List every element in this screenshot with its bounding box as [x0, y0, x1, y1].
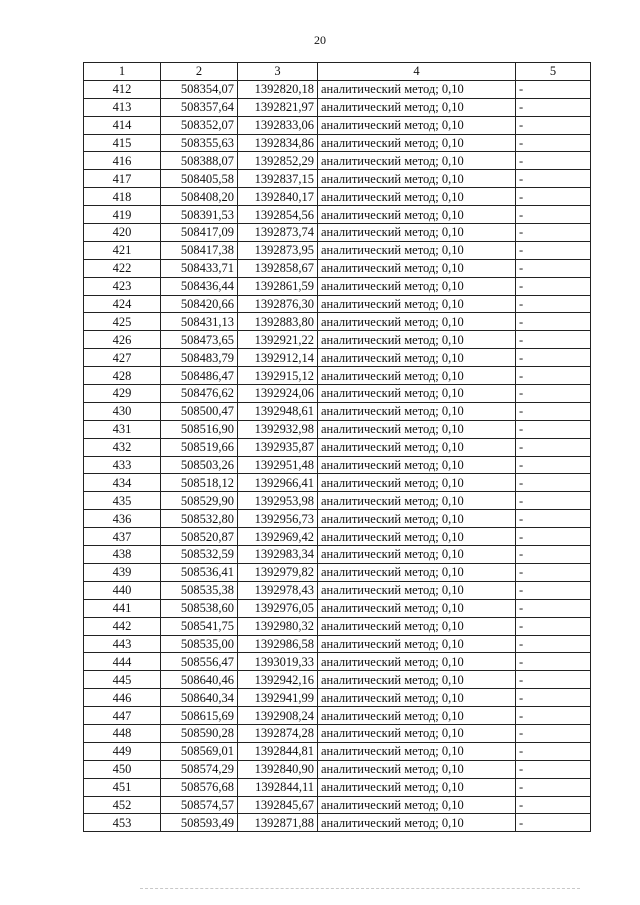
y-coordinate-cell: 1392874,28 [238, 724, 318, 742]
y-coordinate-cell: 1392844,81 [238, 742, 318, 760]
point-number-cell: 431 [84, 420, 161, 438]
column-header-1: 1 [84, 63, 161, 81]
y-coordinate-cell: 1392871,88 [238, 814, 318, 832]
point-number-cell: 423 [84, 277, 161, 295]
y-coordinate-cell: 1392844,11 [238, 778, 318, 796]
note-cell: - [516, 241, 591, 259]
note-cell: - [516, 510, 591, 528]
note-cell: - [516, 206, 591, 224]
method-cell: аналитический метод; 0,10 [318, 689, 516, 707]
y-coordinate-cell: 1392912,14 [238, 349, 318, 367]
x-coordinate-cell: 508574,57 [161, 796, 238, 814]
x-coordinate-cell: 508535,00 [161, 635, 238, 653]
y-coordinate-cell: 1392935,87 [238, 438, 318, 456]
point-number-cell: 433 [84, 456, 161, 474]
method-cell: аналитический метод; 0,10 [318, 796, 516, 814]
y-coordinate-cell: 1392941,99 [238, 689, 318, 707]
method-cell: аналитический метод; 0,10 [318, 152, 516, 170]
x-coordinate-cell: 508516,90 [161, 420, 238, 438]
note-cell: - [516, 456, 591, 474]
note-cell: - [516, 98, 591, 116]
x-coordinate-cell: 508355,63 [161, 134, 238, 152]
x-coordinate-cell: 508431,13 [161, 313, 238, 331]
table-header-row [84, 63, 591, 81]
x-coordinate-cell: 508405,58 [161, 170, 238, 188]
note-cell: - [516, 349, 591, 367]
table-row [84, 295, 591, 313]
x-coordinate-cell: 508520,87 [161, 528, 238, 546]
x-coordinate-cell: 508519,66 [161, 438, 238, 456]
point-number-cell: 414 [84, 116, 161, 134]
note-cell: - [516, 80, 591, 98]
point-number-cell: 453 [84, 814, 161, 832]
method-cell: аналитический метод; 0,10 [318, 224, 516, 242]
note-cell: - [516, 402, 591, 420]
note-cell: - [516, 277, 591, 295]
table-row [84, 635, 591, 653]
table-row [84, 241, 591, 259]
point-number-cell: 443 [84, 635, 161, 653]
table-row [84, 206, 591, 224]
method-cell: аналитический метод; 0,10 [318, 635, 516, 653]
x-coordinate-cell: 508541,75 [161, 617, 238, 635]
method-cell: аналитический метод; 0,10 [318, 599, 516, 617]
note-cell: - [516, 778, 591, 796]
y-coordinate-cell: 1392980,32 [238, 617, 318, 635]
y-coordinate-cell: 1392942,16 [238, 671, 318, 689]
note-cell: - [516, 707, 591, 725]
note-cell: - [516, 492, 591, 510]
method-cell: аналитический метод; 0,10 [318, 277, 516, 295]
y-coordinate-cell: 1392932,98 [238, 420, 318, 438]
table-row [84, 277, 591, 295]
note-cell: - [516, 796, 591, 814]
y-coordinate-cell: 1392921,22 [238, 331, 318, 349]
method-cell: аналитический метод; 0,10 [318, 707, 516, 725]
table-row [84, 331, 591, 349]
column-header-2: 2 [161, 63, 238, 81]
method-cell: аналитический метод; 0,10 [318, 206, 516, 224]
point-number-cell: 441 [84, 599, 161, 617]
table-row [84, 349, 591, 367]
x-coordinate-cell: 508569,01 [161, 742, 238, 760]
table-row [84, 80, 591, 98]
x-coordinate-cell: 508532,59 [161, 546, 238, 564]
coordinates-table [83, 62, 591, 832]
y-coordinate-cell: 1392833,06 [238, 116, 318, 134]
x-coordinate-cell: 508529,90 [161, 492, 238, 510]
table-row [84, 420, 591, 438]
point-number-cell: 424 [84, 295, 161, 313]
table-row [84, 528, 591, 546]
scan-artifact-line [140, 888, 580, 892]
table-row [84, 170, 591, 188]
point-number-cell: 446 [84, 689, 161, 707]
table-row [84, 98, 591, 116]
point-number-cell: 440 [84, 581, 161, 599]
method-cell: аналитический метод; 0,10 [318, 778, 516, 796]
table-row [84, 814, 591, 832]
point-number-cell: 421 [84, 241, 161, 259]
x-coordinate-cell: 508590,28 [161, 724, 238, 742]
y-coordinate-cell: 1392821,97 [238, 98, 318, 116]
y-coordinate-cell: 1392966,41 [238, 474, 318, 492]
y-coordinate-cell: 1392858,67 [238, 259, 318, 277]
table-row [84, 599, 591, 617]
x-coordinate-cell: 508535,38 [161, 581, 238, 599]
point-number-cell: 451 [84, 778, 161, 796]
note-cell: - [516, 760, 591, 778]
table-row [84, 724, 591, 742]
x-coordinate-cell: 508574,29 [161, 760, 238, 778]
method-cell: аналитический метод; 0,10 [318, 116, 516, 134]
table-row [84, 402, 591, 420]
note-cell: - [516, 635, 591, 653]
point-number-cell: 415 [84, 134, 161, 152]
method-cell: аналитический метод; 0,10 [318, 402, 516, 420]
column-header-3: 3 [238, 63, 318, 81]
table-row [84, 492, 591, 510]
method-cell: аналитический метод; 0,10 [318, 456, 516, 474]
point-number-cell: 452 [84, 796, 161, 814]
x-coordinate-cell: 508417,09 [161, 224, 238, 242]
method-cell: аналитический метод; 0,10 [318, 617, 516, 635]
note-cell: - [516, 367, 591, 385]
x-coordinate-cell: 508436,44 [161, 277, 238, 295]
method-cell: аналитический метод; 0,10 [318, 492, 516, 510]
x-coordinate-cell: 508476,62 [161, 385, 238, 403]
table-row [84, 116, 591, 134]
method-cell: аналитический метод; 0,10 [318, 98, 516, 116]
y-coordinate-cell: 1392924,06 [238, 385, 318, 403]
y-coordinate-cell: 1392978,43 [238, 581, 318, 599]
y-coordinate-cell: 1392953,98 [238, 492, 318, 510]
note-cell: - [516, 689, 591, 707]
y-coordinate-cell: 1392979,82 [238, 563, 318, 581]
y-coordinate-cell: 1392845,67 [238, 796, 318, 814]
point-number-cell: 413 [84, 98, 161, 116]
method-cell: аналитический метод; 0,10 [318, 510, 516, 528]
method-cell: аналитический метод; 0,10 [318, 134, 516, 152]
method-cell: аналитический метод; 0,10 [318, 724, 516, 742]
x-coordinate-cell: 508354,07 [161, 80, 238, 98]
page-number: 20 [314, 33, 326, 47]
table-row [84, 510, 591, 528]
x-coordinate-cell: 508536,41 [161, 563, 238, 581]
point-number-cell: 412 [84, 80, 161, 98]
x-coordinate-cell: 508538,60 [161, 599, 238, 617]
point-number-cell: 430 [84, 402, 161, 420]
y-coordinate-cell: 1392873,95 [238, 241, 318, 259]
note-cell: - [516, 724, 591, 742]
note-cell: - [516, 814, 591, 832]
point-number-cell: 442 [84, 617, 161, 635]
method-cell: аналитический метод; 0,10 [318, 170, 516, 188]
point-number-cell: 434 [84, 474, 161, 492]
note-cell: - [516, 259, 591, 277]
note-cell: - [516, 420, 591, 438]
x-coordinate-cell: 508483,79 [161, 349, 238, 367]
y-coordinate-cell: 1392969,42 [238, 528, 318, 546]
x-coordinate-cell: 508433,71 [161, 259, 238, 277]
table-body [84, 80, 591, 831]
column-header-5: 5 [516, 63, 591, 81]
method-cell: аналитический метод; 0,10 [318, 742, 516, 760]
method-cell: аналитический метод; 0,10 [318, 331, 516, 349]
y-coordinate-cell: 1392908,24 [238, 707, 318, 725]
y-coordinate-cell: 1392852,29 [238, 152, 318, 170]
table-row [84, 742, 591, 760]
point-number-cell: 449 [84, 742, 161, 760]
x-coordinate-cell: 508388,07 [161, 152, 238, 170]
point-number-cell: 419 [84, 206, 161, 224]
x-coordinate-cell: 508408,20 [161, 188, 238, 206]
table-row [84, 456, 591, 474]
y-coordinate-cell: 1392976,05 [238, 599, 318, 617]
x-coordinate-cell: 508593,49 [161, 814, 238, 832]
note-cell: - [516, 671, 591, 689]
y-coordinate-cell: 1392873,74 [238, 224, 318, 242]
point-number-cell: 429 [84, 385, 161, 403]
point-number-cell: 420 [84, 224, 161, 242]
table-row [84, 671, 591, 689]
note-cell: - [516, 563, 591, 581]
y-coordinate-cell: 1392854,56 [238, 206, 318, 224]
method-cell: аналитический метод; 0,10 [318, 385, 516, 403]
x-coordinate-cell: 508556,47 [161, 653, 238, 671]
x-coordinate-cell: 508615,69 [161, 707, 238, 725]
point-number-cell: 432 [84, 438, 161, 456]
table-row [84, 224, 591, 242]
y-coordinate-cell: 1393019,33 [238, 653, 318, 671]
point-number-cell: 417 [84, 170, 161, 188]
x-coordinate-cell: 508417,38 [161, 241, 238, 259]
method-cell: аналитический метод; 0,10 [318, 420, 516, 438]
point-number-cell: 427 [84, 349, 161, 367]
point-number-cell: 447 [84, 707, 161, 725]
table-row [84, 367, 591, 385]
method-cell: аналитический метод; 0,10 [318, 563, 516, 581]
note-cell: - [516, 116, 591, 134]
method-cell: аналитический метод; 0,10 [318, 528, 516, 546]
table-row [84, 617, 591, 635]
y-coordinate-cell: 1392951,48 [238, 456, 318, 474]
x-coordinate-cell: 508640,34 [161, 689, 238, 707]
table-row [84, 707, 591, 725]
x-coordinate-cell: 508500,47 [161, 402, 238, 420]
table-row [84, 152, 591, 170]
table-row [84, 778, 591, 796]
table-row [84, 546, 591, 564]
y-coordinate-cell: 1392983,34 [238, 546, 318, 564]
x-coordinate-cell: 508503,26 [161, 456, 238, 474]
method-cell: аналитический метод; 0,10 [318, 546, 516, 564]
table-row [84, 581, 591, 599]
y-coordinate-cell: 1392820,18 [238, 80, 318, 98]
table-row [84, 653, 591, 671]
y-coordinate-cell: 1392915,12 [238, 367, 318, 385]
point-number-cell: 438 [84, 546, 161, 564]
method-cell: аналитический метод; 0,10 [318, 814, 516, 832]
table-row [84, 313, 591, 331]
table-row [84, 188, 591, 206]
column-header-4: 4 [318, 63, 516, 81]
note-cell: - [516, 188, 591, 206]
note-cell: - [516, 653, 591, 671]
method-cell: аналитический метод; 0,10 [318, 474, 516, 492]
method-cell: аналитический метод; 0,10 [318, 259, 516, 277]
y-coordinate-cell: 1392876,30 [238, 295, 318, 313]
note-cell: - [516, 313, 591, 331]
x-coordinate-cell: 508420,66 [161, 295, 238, 313]
method-cell: аналитический метод; 0,10 [318, 188, 516, 206]
table-row [84, 474, 591, 492]
method-cell: аналитический метод; 0,10 [318, 349, 516, 367]
note-cell: - [516, 438, 591, 456]
y-coordinate-cell: 1392883,80 [238, 313, 318, 331]
point-number-cell: 418 [84, 188, 161, 206]
point-number-cell: 422 [84, 259, 161, 277]
x-coordinate-cell: 508391,53 [161, 206, 238, 224]
point-number-cell: 436 [84, 510, 161, 528]
note-cell: - [516, 224, 591, 242]
x-coordinate-cell: 508352,07 [161, 116, 238, 134]
note-cell: - [516, 546, 591, 564]
method-cell: аналитический метод; 0,10 [318, 80, 516, 98]
y-coordinate-cell: 1392837,15 [238, 170, 318, 188]
note-cell: - [516, 331, 591, 349]
x-coordinate-cell: 508518,12 [161, 474, 238, 492]
note-cell: - [516, 742, 591, 760]
note-cell: - [516, 134, 591, 152]
note-cell: - [516, 474, 591, 492]
table-row [84, 134, 591, 152]
point-number-cell: 416 [84, 152, 161, 170]
point-number-cell: 444 [84, 653, 161, 671]
y-coordinate-cell: 1392834,86 [238, 134, 318, 152]
note-cell: - [516, 528, 591, 546]
method-cell: аналитический метод; 0,10 [318, 241, 516, 259]
point-number-cell: 428 [84, 367, 161, 385]
x-coordinate-cell: 508640,46 [161, 671, 238, 689]
y-coordinate-cell: 1392956,73 [238, 510, 318, 528]
point-number-cell: 439 [84, 563, 161, 581]
point-number-cell: 448 [84, 724, 161, 742]
method-cell: аналитический метод; 0,10 [318, 653, 516, 671]
note-cell: - [516, 170, 591, 188]
note-cell: - [516, 599, 591, 617]
point-number-cell: 450 [84, 760, 161, 778]
y-coordinate-cell: 1392840,17 [238, 188, 318, 206]
point-number-cell: 435 [84, 492, 161, 510]
y-coordinate-cell: 1392948,61 [238, 402, 318, 420]
x-coordinate-cell: 508486,47 [161, 367, 238, 385]
point-number-cell: 437 [84, 528, 161, 546]
table-row [84, 689, 591, 707]
table-row [84, 385, 591, 403]
method-cell: аналитический метод; 0,10 [318, 367, 516, 385]
point-number-cell: 426 [84, 331, 161, 349]
note-cell: - [516, 295, 591, 313]
x-coordinate-cell: 508576,68 [161, 778, 238, 796]
point-number-cell: 425 [84, 313, 161, 331]
x-coordinate-cell: 508473,65 [161, 331, 238, 349]
method-cell: аналитический метод; 0,10 [318, 671, 516, 689]
note-cell: - [516, 385, 591, 403]
table-row [84, 438, 591, 456]
table-row [84, 796, 591, 814]
note-cell: - [516, 581, 591, 599]
table-row [84, 760, 591, 778]
table-row [84, 563, 591, 581]
table-row [84, 259, 591, 277]
method-cell: аналитический метод; 0,10 [318, 760, 516, 778]
x-coordinate-cell: 508532,80 [161, 510, 238, 528]
x-coordinate-cell: 508357,64 [161, 98, 238, 116]
note-cell: - [516, 617, 591, 635]
point-number-cell: 445 [84, 671, 161, 689]
method-cell: аналитический метод; 0,10 [318, 313, 516, 331]
method-cell: аналитический метод; 0,10 [318, 581, 516, 599]
note-cell: - [516, 152, 591, 170]
y-coordinate-cell: 1392840,90 [238, 760, 318, 778]
y-coordinate-cell: 1392986,58 [238, 635, 318, 653]
method-cell: аналитический метод; 0,10 [318, 438, 516, 456]
method-cell: аналитический метод; 0,10 [318, 295, 516, 313]
y-coordinate-cell: 1392861,59 [238, 277, 318, 295]
